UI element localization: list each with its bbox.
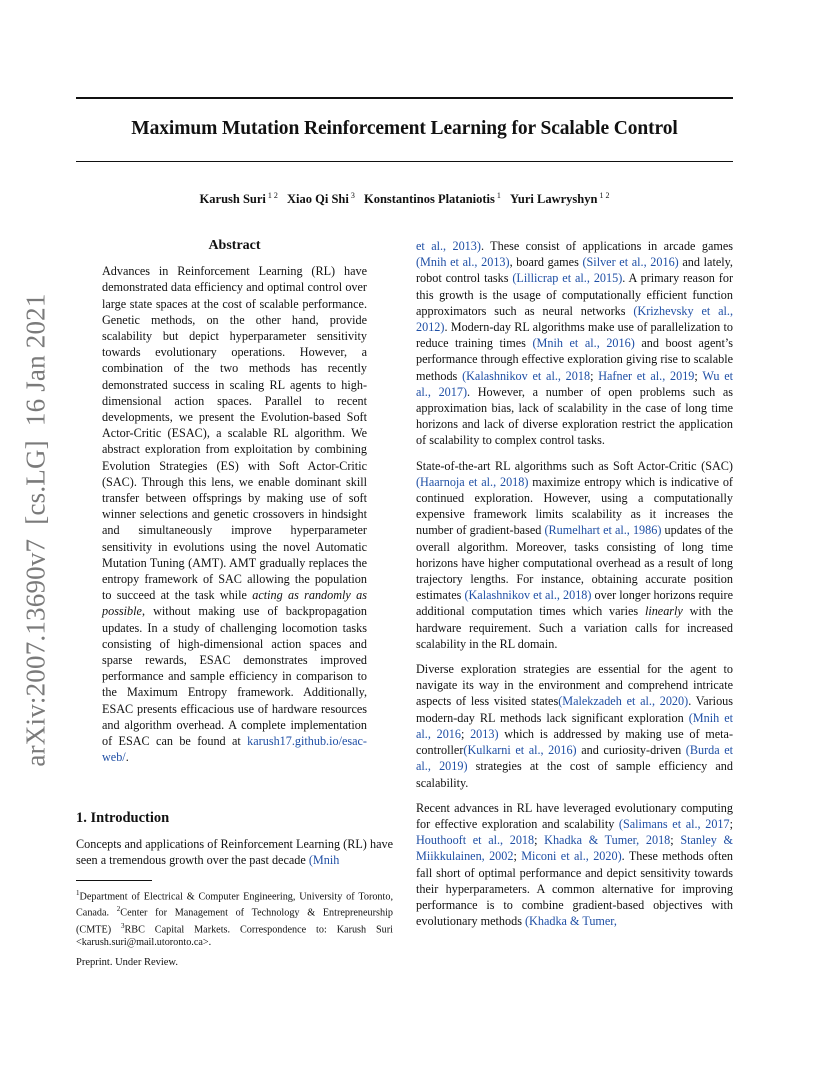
abstract-text: , without making use of backpropagation updates. In a study of challenging locomotion tasks consisting of high-dimensional action spaces and sparse rewards, ESAC demonstrates improved performance and sample efficiency in comparison to the Maximum Entropy framework. Additionally, ESAC presents efficacious use of hardware resources and algorithm overhead. A complete implementation of ESAC can be found at — [102, 604, 367, 749]
right-column — [416, 238, 733, 938]
citation-link[interactable]: (Rumelhart et al., 1986) — [544, 523, 662, 538]
citation-link[interactable]: (Kalashnikov et al., 2018) — [464, 588, 592, 603]
citation-link[interactable]: 2013) — [470, 726, 499, 741]
citation-link[interactable]: Khadka & Tumer, 2018 — [544, 833, 671, 848]
body-paragraph — [416, 238, 733, 449]
citation-link[interactable]: Hafner et al., 2019 — [598, 368, 695, 383]
affiliations-footnote — [76, 887, 393, 949]
body-text: ; — [534, 833, 545, 848]
citation-link[interactable]: (Mnih et al., 2016 — [416, 710, 733, 741]
citation-link[interactable]: Houthooft et al., 2018 — [416, 833, 535, 848]
body-text: . Various modern-day RL methods lack significant exploration — [416, 694, 733, 725]
author — [510, 192, 609, 206]
body-text: ; — [513, 849, 522, 864]
title-bottom-rule — [76, 161, 733, 162]
section-heading-introduction: 1. Introduction — [76, 809, 170, 826]
citation-link[interactable]: (Mnih et al., 2013) — [416, 255, 510, 270]
author-name: Konstantinos Plataniotis — [363, 192, 495, 207]
author-name: Yuri Lawryshyn — [510, 192, 598, 207]
left-column — [76, 238, 393, 868]
body-text: with the hardware requirement. Such a variation calls for increased scalability in the RL domain. — [416, 604, 734, 651]
footnote-text: RBC Capital Markets. Correspondence to: Karush Suri <karush.suri@mail.utoronto.ca>. — [76, 924, 394, 949]
body-paragraph — [416, 800, 733, 930]
author-name: Karush Suri — [199, 192, 266, 207]
project-url-link[interactable]: karush17.github.io/esac-web/ — [102, 734, 367, 765]
body-text: ; — [694, 368, 703, 383]
citation-link[interactable]: Stanley & Miikkulainen, 2002 — [416, 833, 733, 864]
paper-title: Maximum Mutation Reinforcement Learning for Scalable Control — [131, 118, 678, 139]
footnote-rule — [76, 880, 152, 881]
body-paragraph — [416, 661, 733, 791]
body-text: and curiosity-driven — [576, 743, 686, 758]
footnote-text: Department of Electrical & Computer Engineering, University of Toronto, Canada. — [76, 891, 393, 919]
citation-link[interactable]: (Salimans et al., 2017 — [618, 816, 730, 831]
intro-paragraph — [76, 836, 393, 868]
arxiv-category: [cs.LG] — [20, 440, 51, 525]
footnote-text: Center for Management of Technology & Entrepreneurship (CMTE) — [76, 907, 393, 936]
author-affiliation: 1 2 — [267, 191, 278, 200]
body-text: . A primary reason for this growth is the usage of computationally efficient function approximators such as neural networks — [416, 271, 734, 318]
arxiv-id: arXiv:2007.13690v7 — [20, 538, 51, 767]
body-text: ; — [670, 833, 681, 848]
arxiv-stamp — [21, 293, 52, 766]
author-affiliation: 1 — [496, 191, 501, 200]
citation-link[interactable]: et al., 2013) — [416, 239, 481, 253]
abstract-emphasis: acting as randomly as possible — [102, 588, 367, 619]
body-text: State-of-the-art RL algorithms such as Soft Actor-Critic (SAC) — [416, 458, 733, 473]
citation-link[interactable]: (Burda et al., 2019) — [416, 743, 734, 774]
citation-link[interactable]: (Khadka & Tumer, — [525, 914, 617, 929]
body-text: updates of the overall algorithm. Moreover, tasks consisting of long time horizons have higher computational overhead as a result of long trajectory lengths. For instance, obtaining accurate position estimates — [416, 523, 733, 603]
citation-link[interactable]: (Mnih et al., 2016) — [532, 336, 635, 351]
preprint-note: Preprint. Under Review. — [76, 957, 178, 968]
body-text: . However, a number of open problems such as approximation bias, lack of scalability in the case of long time horizons and lack of diverse exploration restrict the application of scalability to complex control tasks. — [416, 384, 733, 448]
citation-link[interactable]: Miconi et al., 2020) — [521, 849, 622, 864]
body-text: ; — [590, 368, 599, 383]
citation-link[interactable]: (Lillicrap et al., 2015) — [512, 271, 623, 286]
body-text: . These methods often fall short of optimal performance and depict sensitivity towards their hyperparameters. A common alternative for improving performance is to combine gradient-based objectives with evolutionary methods — [416, 849, 733, 929]
footnote-marker: 1 — [76, 889, 80, 897]
title-top-rule — [76, 97, 733, 99]
author — [200, 192, 278, 206]
author-list — [76, 191, 733, 207]
citation-link[interactable]: Wu et al., 2017) — [416, 368, 733, 399]
emphasized-text: linearly — [644, 604, 683, 619]
abstract-body — [102, 263, 367, 765]
citation-link[interactable]: (Kalashnikov et al., 2018 — [462, 368, 591, 383]
body-text: strategies at the cost of sample efficiency and scalability. — [416, 759, 733, 790]
body-text: which is addressed by making use of meta-controller — [416, 726, 734, 758]
abstract-text: . — [125, 750, 129, 765]
citation-link[interactable]: (Krizhevsky et al., 2012) — [416, 303, 733, 335]
body-text: Recent advances in RL have leveraged evolutionary computing for effective exploration and scalability — [416, 800, 733, 831]
body-text: maximize entropy which is indicative of continued exploration. However, using a computationally expensive framework limits scalability as it increases the number of gradient-based — [416, 474, 733, 538]
body-text: ; — [460, 726, 471, 741]
body-text: . These consist of applications in arcade games — [480, 239, 733, 253]
intro-text: Concepts and applications of Reinforcement Learning (RL) have seen a tremendous growth over the past decade — [76, 836, 393, 867]
body-text: Diverse exploration strategies are essential for the agent to navigate its way in the environment and comprehend intricate aspects of less visited states — [416, 662, 733, 709]
arxiv-date: 16 Jan 2021 — [20, 293, 51, 427]
author — [287, 192, 355, 206]
citation-link[interactable]: (Mnih — [308, 852, 340, 867]
body-text: , board games — [509, 255, 583, 270]
footnote-marker: 3 — [121, 921, 125, 930]
abstract-text: Advances in Reinforcement Learning (RL) have demonstrated data efficiency and optimal control over large state spaces at the cost of scalable performance. Genetic methods, on the other hand, provide scalability but depict hyperparameter sensitivity towards evolutionary operations. However, a combination of the two methods has recently demonstrated success in scaling RL agents to high-dimensional action spaces. Parallel to recent developments, we present the Evolution-based Soft Actor-Critic (ESAC), a scalable RL algorithm. We abstract exploration from exploitation by combining Evolution Strategies (ES) with Soft Actor-Critic (SAC). Through this lens, we enable dominant skill transfer between offsprings by making use of soft winner selections and genetic crossovers in hindsight and simultaneously improve hyperparameter sensitivity in evolutions using the novel Automatic Mutation Tuning (AMT). AMT gradually replaces the entropy framework of SAC allowing the population to succeed at the task while — [102, 264, 367, 603]
body-text: . Modern-day RL algorithms make use of parallelization to reduce training times — [416, 320, 733, 351]
citation-link[interactable]: (Malekzadeh et al., 2020) — [558, 694, 689, 709]
footnote-marker: 2 — [116, 905, 121, 914]
author-name: Xiao Qi Shi — [287, 192, 349, 207]
body-text: and lately, robot control tasks — [416, 255, 733, 286]
body-text: and boost agent’s performance through effective exploration giving rise to scalable methods — [416, 336, 733, 383]
body-text: over longer horizons require additional computation times which varies — [416, 588, 733, 619]
body-paragraph — [416, 458, 733, 652]
body-text: ; — [729, 816, 733, 831]
abstract-heading: Abstract — [208, 238, 261, 253]
author-affiliation: 3 — [350, 191, 355, 200]
citation-link[interactable]: (Silver et al., 2016) — [582, 255, 679, 270]
author — [364, 192, 501, 206]
citation-link[interactable]: (Haarnoja et al., 2018) — [416, 474, 529, 489]
author-affiliation: 1 2 — [599, 191, 610, 200]
citation-link[interactable]: (Kulkarni et al., 2016) — [463, 743, 577, 758]
